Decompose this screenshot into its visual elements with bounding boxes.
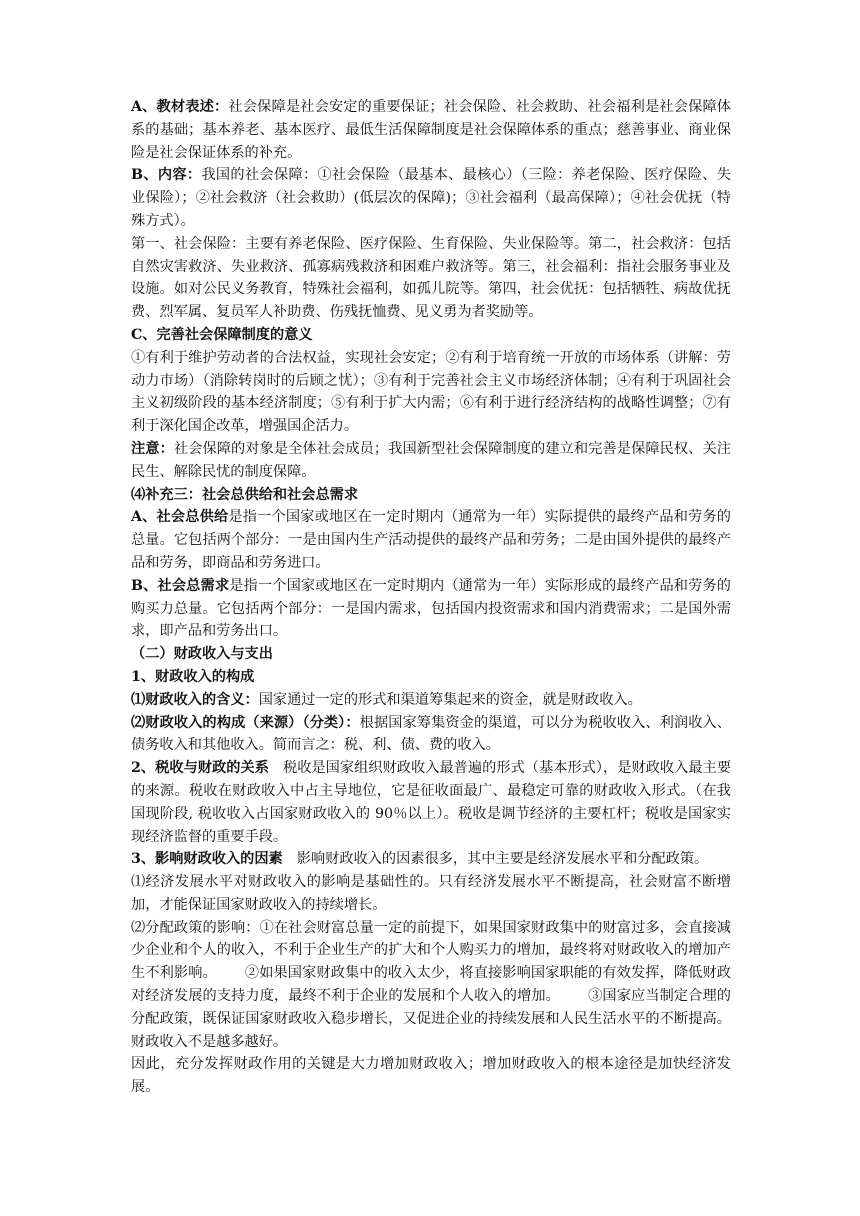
- heading-revenue-sources: ⑵财政收入的构成（来源）（分类）：: [131, 714, 360, 731]
- heading-supplement-three: ⑷补充三：社会总供给和社会总需求: [131, 486, 359, 503]
- paragraph-revenue-meaning: [131, 689, 731, 712]
- text-b: 我国的社会保障：①社会保险（最基本、最核心）（三险：养老保险、医疗保险、失业保险）；②社会救济（社会救助）(低层次的保障)；③社会福利（最高保障）；④社会优抚（特殊方式）。: [131, 167, 732, 229]
- paragraph-textbook-statement: [131, 96, 731, 164]
- paragraph-tax-relation: [131, 757, 731, 848]
- text-policy-c: ③国家应当制定合理的分配政策，既保证国家财政收入稳步增长，又促进企业的持续发展和人民生活水平的不断提高。财政收入不是越多越好。: [131, 988, 731, 1050]
- heading-note: 注意：: [131, 440, 174, 457]
- term-aggregate-supply: A、社会总供给: [131, 509, 229, 526]
- text-note: 社会保障的对象是全体社会成员；我国新型社会保障制度的建立和完善是保障民权、关注民生、解除民忧的制度保障。: [131, 440, 731, 480]
- paragraph-aggregate-supply: [131, 506, 731, 574]
- paragraph-revenue-sources: [131, 712, 731, 758]
- heading-tax-relation: 2、税收与财政的关系: [131, 760, 269, 777]
- text-revenue-factors: 影响财政收入的因素很多，其中主要是经济发展水平和分配政策。: [296, 851, 709, 868]
- paragraph-significance: ①有利于维护劳动者的合法权益，实现社会安定；②有利于培育统一开放的市场体系（讲解：劳动力市场）（消除转岗时的后顾之忧）；③有利于完善社会主义市场经济体制；④有利于巩固社会主义初级阶段的基本经济制度；⑤有利于扩大内需；⑥有利于进行经济结构的战略性调整；⑦有利于深化国企改革，增强国企活力。: [131, 349, 731, 435]
- text-aggregate-demand: 是指一个国家或地区在一定时期内（通常为一年）实际形成的最终产品和劳务的购买力总量。它包括两个部分：一是国内需求，包括国内投资需求和国内消费需求；二是国外需求，即产品和劳务出口。: [131, 577, 731, 640]
- heading-b: B、内容：: [131, 167, 202, 184]
- paragraph-revenue-factors: [131, 848, 731, 871]
- text-a: 社会保障是社会安定的重要保证；社会保险、社会救助、社会福利是社会保障体系的基础；基本养老、基本医疗、最低生活保障制度是社会保障体系的重点；慈善事业、商业保险是社会保证体系的补充。: [131, 99, 731, 161]
- heading-revenue-composition: 1、财政收入的构成: [131, 668, 255, 685]
- paragraph-economic-development: ⑴经济发展水平对财政收入的影响是基础性的。只有经济发展水平不断提高，社会财富不断增加，才能保证国家财政收入的持续增长。: [131, 874, 731, 913]
- heading-revenue-factors: 3、影响财政收入的因素: [131, 851, 283, 868]
- paragraph-distribution-policy: [131, 917, 731, 1054]
- paragraph-aggregate-demand: [131, 575, 731, 643]
- text-tax-relation: 税收是国家组织财政收入最普遍的形式（基本形式），是财政收入最主要的来源。税收在财政收入中占主导地位，它是征收面最广、最稳定可靠的财政收入形式。（在我国现阶段, 税收收入占国家财政收入的 90％以上）。税收是调节经济的主要杠杆；税收是国家实现经济监督的重要手段。: [131, 760, 732, 845]
- paragraph-four-types: 第一、社会保险：主要有养老保险、医疗保险、生育保险、失业保险等。第二，社会救济：包括自然灾害救济、失业救济、孤寡病残救济和困难户救济等。第三，社会福利：指社会服务事业及设施。如对公民义务教育，特殊社会福利，如孤儿院等。第四，社会优抚：包括牺牲、病故优抚费、烈军属、复员军人补助费、伤残抚恤费、见义勇为者奖励等。: [131, 235, 731, 321]
- text-policy-b: ②如果国家财政集中的收入太少，将直接影响国家职能的有效发挥，降低财政对经济发展的支持力度，最终不利于企业的发展和个人收入的增加。: [131, 965, 731, 1005]
- text-aggregate-supply: 是指一个国家或地区在一定时期内（通常为一年）实际提供的最终产品和劳务的总量。它包括两个部分：一是由国内生产活动提供的最终产品和劳务；二是由国外提供的最终产品和劳务，即商品和劳务进口。: [131, 509, 731, 571]
- heading-revenue-meaning: ⑴财政收入的含义：: [131, 691, 259, 708]
- heading-c: C、完善社会保障制度的意义: [131, 326, 313, 343]
- text-revenue-meaning: 国家通过一定的形式和渠道筹集起来的资金，就是财政收入。: [258, 691, 642, 708]
- paragraph-content: [131, 164, 731, 232]
- text-revenue-sources: 根据国家筹集资金的渠道，可以分为税收收入、利润收入、债务收入和其他收入。简而言之：税、利、债、费的收入。: [131, 714, 731, 754]
- text-policy-a: ⑵分配政策的影响：①在社会财富总量一定的前提下，如果国家财政集中的财富过多，会直接减少企业和个人的收入，不利于企业生产的扩大和个人购买力的增加，最终将对财政收入的增加产生不利影响。: [131, 919, 731, 982]
- term-aggregate-demand: B、社会总需求: [131, 577, 230, 594]
- document-page: [131, 96, 731, 1099]
- paragraph-note: [131, 438, 731, 484]
- heading-a: A、教材表述：: [131, 99, 229, 115]
- paragraph-conclusion: 因此，充分发挥财政作用的关键是大力增加财政收入；增加财政收入的根本途径是加快经济发展。: [131, 1056, 731, 1096]
- section-heading-fiscal: （二）财政收入与支出: [131, 646, 273, 663]
